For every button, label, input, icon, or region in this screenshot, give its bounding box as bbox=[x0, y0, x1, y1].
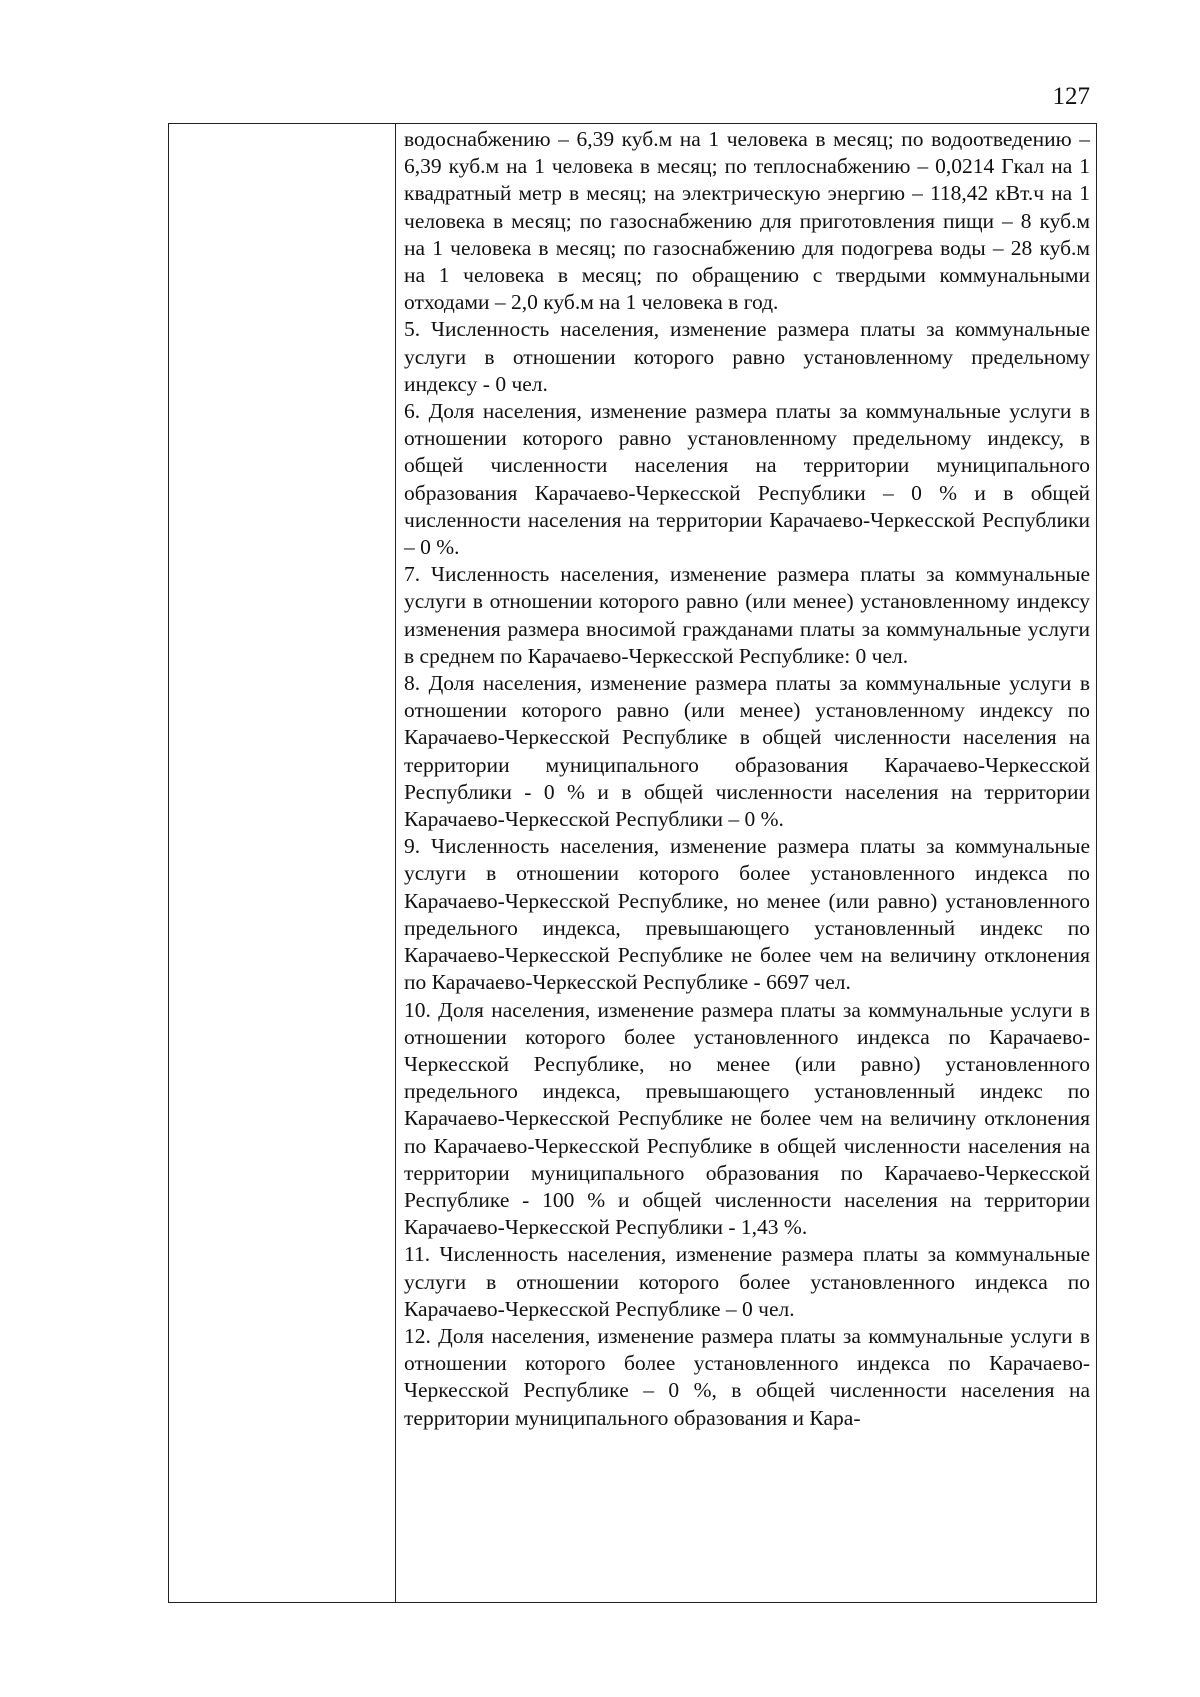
page-number: 127 bbox=[1052, 83, 1090, 110]
paragraph-item-12: 12. Доля населения, изменение размера платы за коммунальные услуги в отношении которого более установленного индекса по Карачаево-Черкесской Республике – 0 %, в общей численности населения на территории муниципального образования и Кара- bbox=[404, 1323, 1090, 1430]
table-right-cell bbox=[396, 124, 1096, 1602]
paragraph-continuation: водоснабжению – 6,39 куб.м на 1 человека в месяц; по водоотведению – 6,39 куб.м на 1 человека в месяц; по теплоснабжению – 0,0214 Гкал на 1 квадратный метр в месяц; на электрическую энергию – 118,42 кВт.ч на 1 человека в месяц; по газоснабжению для приготовления пищи – 8 куб.м на 1 человека в месяц; по газоснабжению для подогрева воды – 28 куб.м на 1 человека в месяц; по обращению с твердыми коммунальными отходами – 2,0 куб.м на 1 человека в год. bbox=[404, 127, 1090, 315]
document-table bbox=[168, 123, 1097, 1603]
paragraph-item-10: 10. Доля населения, изменение размера платы за коммунальные услуги в отношении которого более установленного индекса по Карачаево-Черкесской Республике, но менее (или равно) установленного предельного индекса, превышающего установленный индекс по Карачаево-Черкесской Республике не более чем на величину отклонения по Карачаево-Черкесской Республике в общей численности населения на территории муниципального образования по Карачаево-Черкесской Республике - 100 % и общей численности населения на территории Карачаево-Черкесской Республики - 1,43 %. bbox=[404, 997, 1090, 1240]
paragraph-item-7: 7. Численность населения, изменение размера платы за коммунальные услуги в отношении которого равно (или менее) установленному индексу изменения размера вносимой гражданами платы за коммунальные услуги в среднем по Карачаево-Черкесской Республике: 0 чел. bbox=[404, 562, 1090, 668]
paragraph-item-8: 8. Доля населения, изменение размера платы за коммунальные услуги в отношении которого равно (или менее) установленному индексу по Карачаево-Черкесской Республике в общей численности населения на территории муниципального образования Карачаево-Черкесской Республики - 0 % и в общей численности населения на территории Карачаево-Черкесской Республики – 0 %. bbox=[404, 671, 1090, 832]
paragraph-item-5: 5. Численность населения, изменение размера платы за коммунальные услуги в отношении которого равно установленному предельному индексу - 0 чел. bbox=[404, 317, 1090, 396]
paragraph-item-11: 11. Численность населения, изменение размера платы за коммунальные услуги в отношении которого более установленного индекса по Карачаево-Черкесской Республике – 0 чел. bbox=[404, 1242, 1090, 1321]
table-left-cell bbox=[169, 124, 396, 1602]
paragraph-item-6: 6. Доля населения, изменение размера платы за коммунальные услуги в отношении которого равно установленному предельному индексу, в общей численности населения на территории муниципального образования Карачаево-Черкесской Республики – 0 % и в общей численности населения на территории Карачаево-Черкесской Республики – 0 %. bbox=[404, 399, 1090, 560]
paragraph-item-9: 9. Численность населения, изменение размера платы за коммунальные услуги в отношении которого более установленного индекса по Карачаево-Черкесской Республике, но менее (или равно) установленного предельного индекса, превышающего установленный индекс по Карачаево-Черкесской Республике не более чем на величину отклонения по Карачаево-Черкесской Республике - 6697 чел. bbox=[404, 834, 1090, 995]
